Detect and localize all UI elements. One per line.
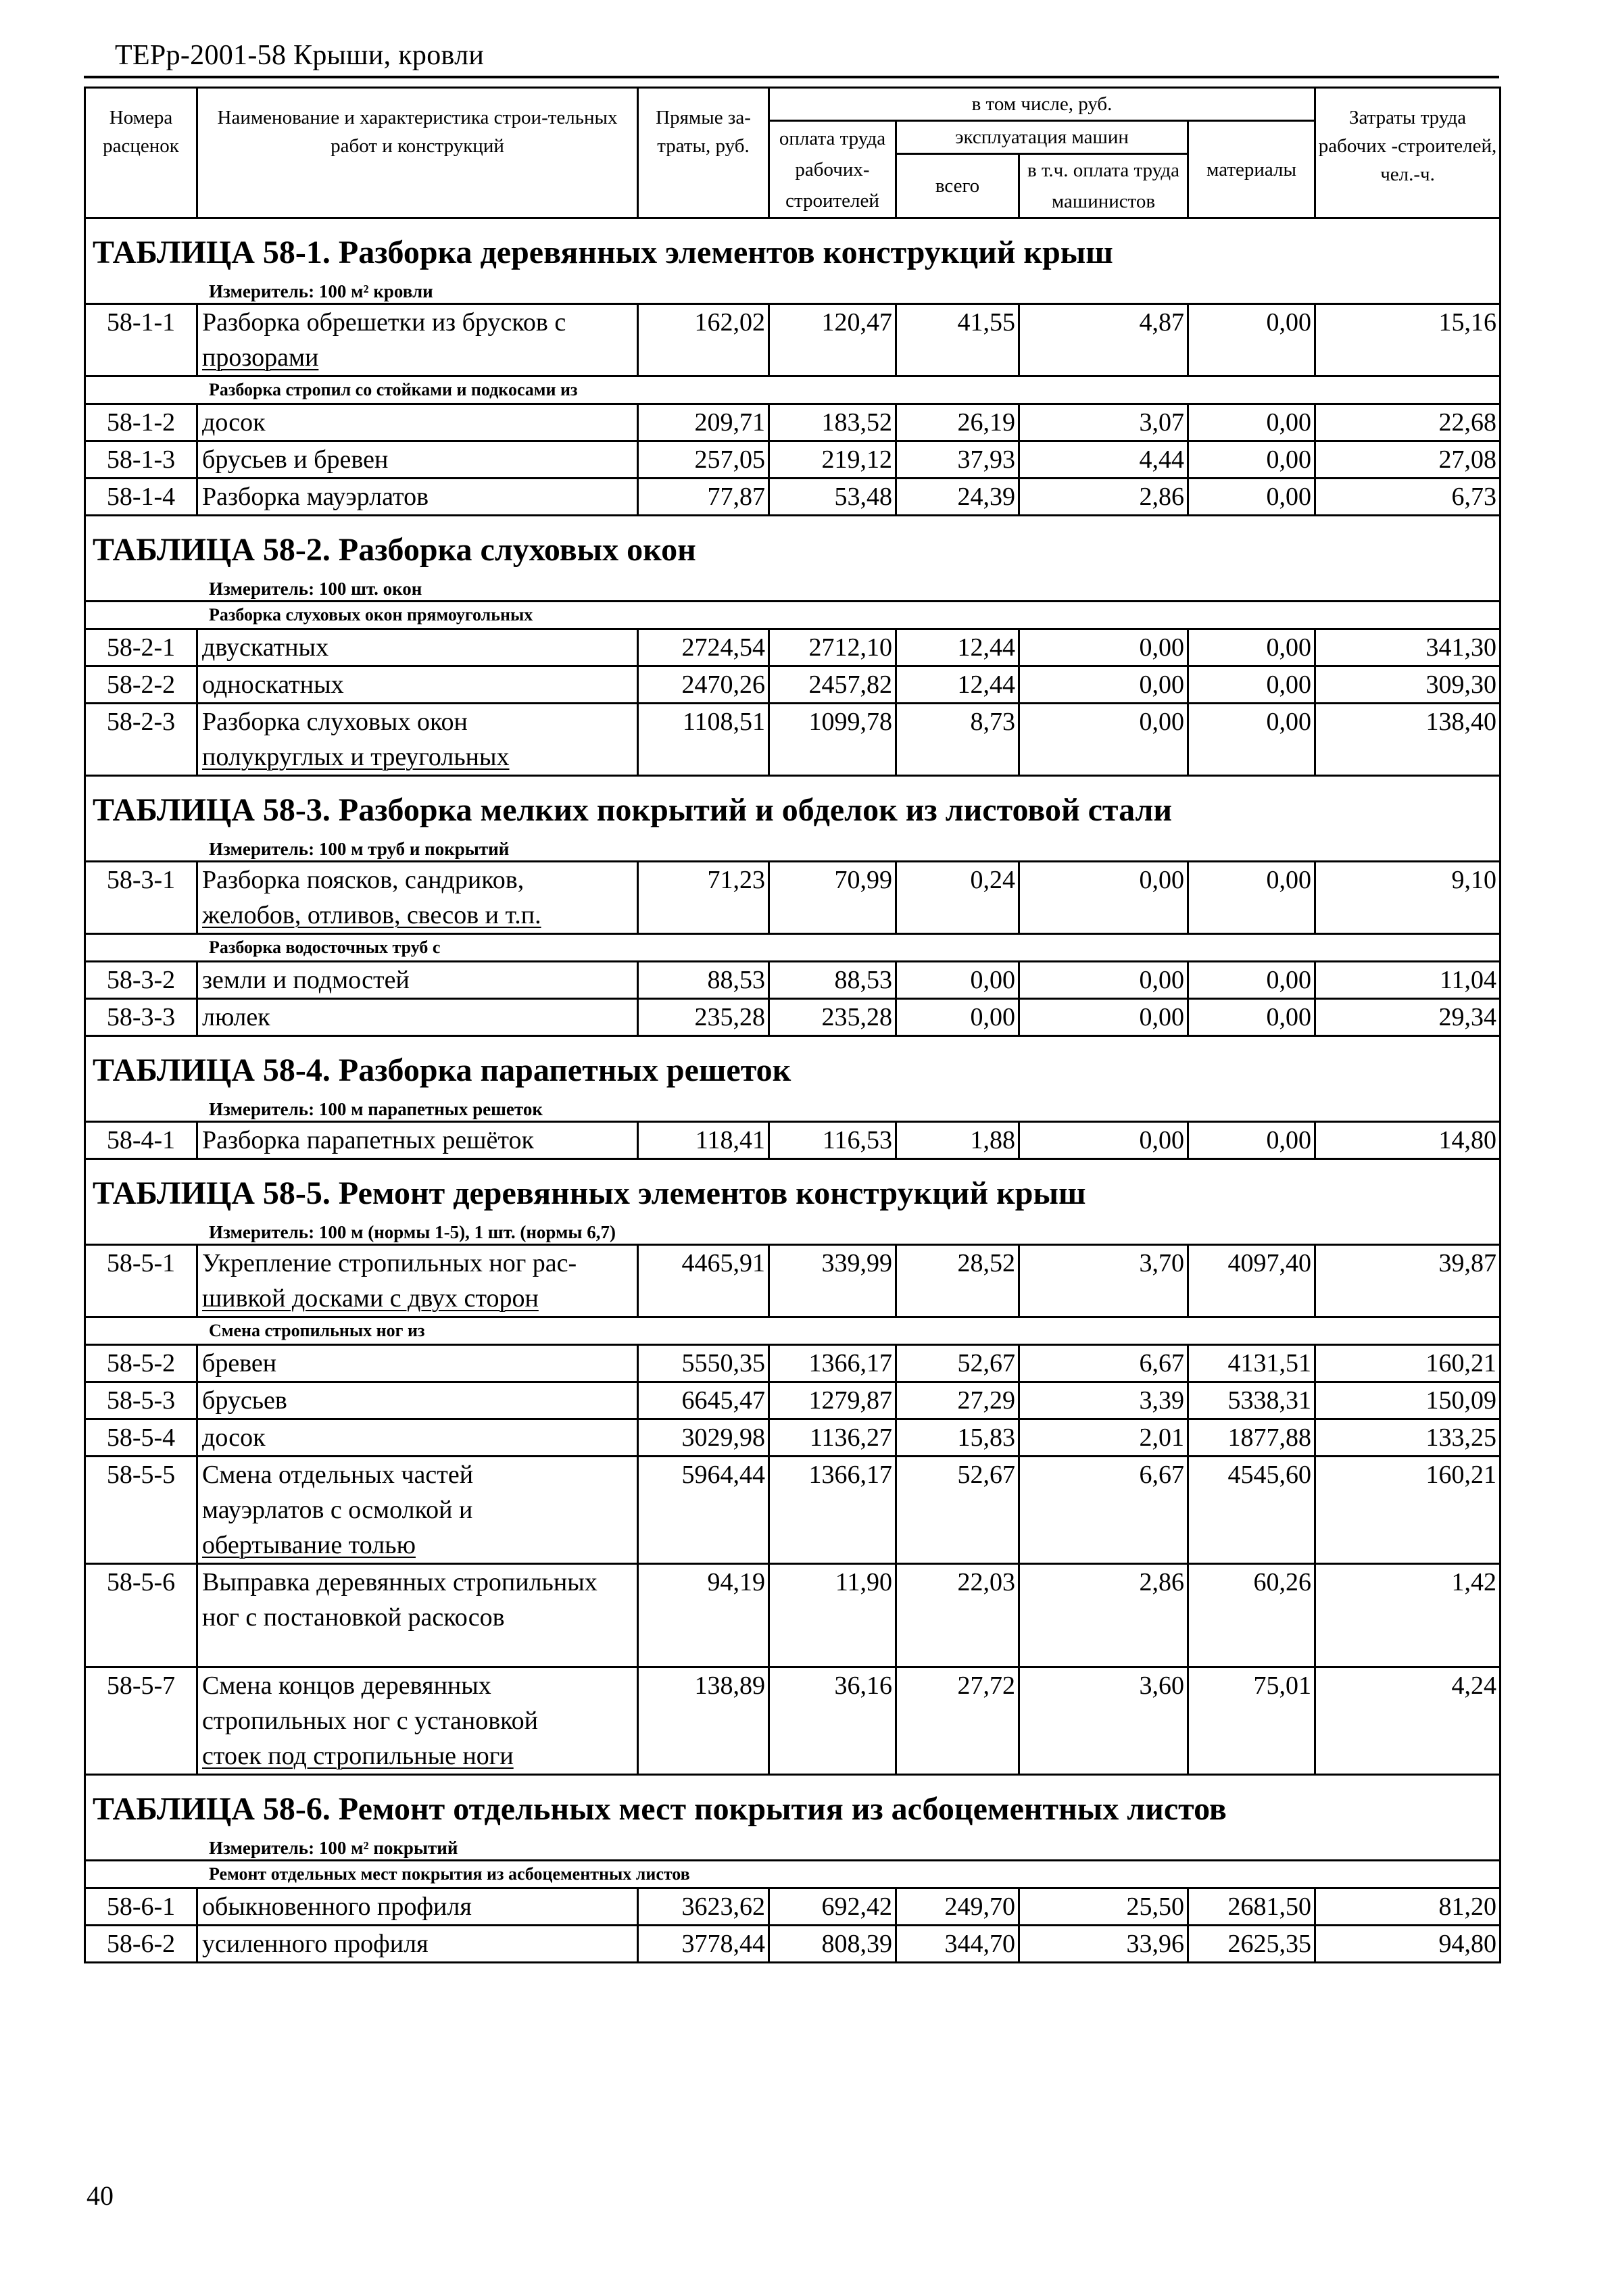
work-name-line: обертывание толью (202, 1531, 416, 1559)
direct-costs-value: 118,41 (638, 1122, 769, 1159)
machinists-pay-value: 3,39 (1019, 1382, 1188, 1419)
materials-value: 75,01 (1188, 1667, 1315, 1775)
rate-code: 58-5-7 (85, 1667, 197, 1775)
rate-code: 58-1-2 (85, 404, 197, 441)
work-name-line: обыкновенного профиля (202, 1892, 472, 1921)
work-name-line: Разборка парапетных решёток (202, 1126, 534, 1154)
section-title: ТАБЛИЦА 58-6. Ремонт отдельных мест покрытия из асбоцементных листов (85, 1775, 1501, 1830)
machinists-pay-value: 0,00 (1019, 666, 1188, 704)
direct-costs-value: 6645,47 (638, 1382, 769, 1419)
work-name-line: брусьев (202, 1386, 287, 1415)
table-row (85, 1419, 1501, 1457)
work-name-line: бревен (202, 1349, 277, 1377)
direct-costs-value: 2724,54 (638, 629, 769, 666)
subgroup-label: Смена стропильных ног из (85, 1317, 1501, 1345)
machines-total-value: 28,52 (896, 1245, 1019, 1317)
work-name-line: досок (202, 408, 266, 437)
work-name (197, 629, 638, 666)
direct-costs-value: 138,89 (638, 1667, 769, 1775)
labor-costs-value: 341,30 (1315, 629, 1501, 666)
direct-costs-value: 88,53 (638, 962, 769, 999)
direct-costs-value: 5550,35 (638, 1345, 769, 1382)
rate-code: 58-5-5 (85, 1457, 197, 1564)
direct-costs-value: 1108,51 (638, 704, 769, 776)
machines-total-value: 8,73 (896, 704, 1019, 776)
labor-costs-value: 309,30 (1315, 666, 1501, 704)
machines-total-value: 12,44 (896, 666, 1019, 704)
work-name (197, 666, 638, 704)
direct-costs-value: 235,28 (638, 999, 769, 1036)
machines-total-value: 52,67 (896, 1345, 1019, 1382)
work-name (197, 862, 638, 934)
table-row (85, 1888, 1501, 1926)
machinists-pay-value: 6,67 (1019, 1457, 1188, 1564)
work-name-line: досок (202, 1423, 266, 1452)
subgroup-label: Ремонт отдельных мест покрытия из асбоцементных листов (85, 1861, 1501, 1888)
labor-pay-value: 808,39 (769, 1926, 896, 1963)
header-labor-pay: оплата труда рабочих-строителей (769, 121, 896, 218)
header-machines-total: всего (896, 154, 1019, 218)
work-name (197, 404, 638, 441)
work-name-line: земли и подмостей (202, 966, 410, 994)
machines-total-value: 0,24 (896, 862, 1019, 934)
section-title-row (85, 1036, 1501, 1092)
measure-unit: Измеритель: 100 м (нормы 1-5), 1 шт. (нормы 6,7) (209, 1222, 616, 1242)
direct-costs-value: 257,05 (638, 441, 769, 479)
header-incl: в том числе, руб. (769, 88, 1315, 121)
section-title: ТАБЛИЦА 58-1. Разборка деревянных элементов конструкций крыш (85, 218, 1501, 274)
labor-pay-value: 70,99 (769, 862, 896, 934)
labor-pay-value: 2712,10 (769, 629, 896, 666)
table-row (85, 1245, 1501, 1317)
measure-unit-cell (85, 1091, 1501, 1122)
subgroup-label: Разборка стропил со стойками и подкосами из (85, 376, 1501, 404)
labor-pay-value: 1279,87 (769, 1382, 896, 1419)
running-head: ТЕРр-2001-58 Крыши, кровли (115, 40, 485, 71)
work-name-line: двускатных (202, 633, 329, 662)
work-name-line: стоек под стропильные ноги (202, 1742, 514, 1770)
table-row (85, 404, 1501, 441)
work-name-line: усиленного профиля (202, 1930, 429, 1958)
table-row (85, 1345, 1501, 1382)
table-body (85, 218, 1501, 1963)
labor-pay-value: 36,16 (769, 1667, 896, 1775)
direct-costs-value: 2470,26 (638, 666, 769, 704)
materials-value: 0,00 (1188, 962, 1315, 999)
machines-total-value: 15,83 (896, 1419, 1019, 1457)
machinists-pay-value: 0,00 (1019, 704, 1188, 776)
rate-code: 58-5-4 (85, 1419, 197, 1457)
table-row (85, 666, 1501, 704)
subgroup-row (85, 602, 1501, 629)
work-name-line: стропильных ног с установкой (202, 1707, 539, 1735)
rate-code: 58-2-1 (85, 629, 197, 666)
machines-total-value: 1,88 (896, 1122, 1019, 1159)
machines-total-value: 27,72 (896, 1667, 1019, 1775)
rate-code: 58-1-1 (85, 304, 197, 376)
materials-value: 2681,50 (1188, 1888, 1315, 1926)
machinists-pay-value: 0,00 (1019, 962, 1188, 999)
unit-row (85, 570, 1501, 602)
rate-code: 58-5-6 (85, 1564, 197, 1667)
work-name (197, 704, 638, 776)
table-row (85, 1457, 1501, 1564)
work-name (197, 1564, 638, 1667)
work-name-line: Укрепление стропильных ног рас- (202, 1249, 577, 1277)
header-machines: эксплуатация машин (896, 121, 1188, 154)
materials-value: 5338,31 (1188, 1382, 1315, 1419)
table-row (85, 999, 1501, 1036)
machinists-pay-value: 0,00 (1019, 1122, 1188, 1159)
direct-costs-value: 5964,44 (638, 1457, 769, 1564)
machinists-pay-value: 2,86 (1019, 479, 1188, 516)
rate-code: 58-3-2 (85, 962, 197, 999)
table-row (85, 1926, 1501, 1963)
labor-costs-value: 81,20 (1315, 1888, 1501, 1926)
rate-code: 58-5-1 (85, 1245, 197, 1317)
table-row (85, 1382, 1501, 1419)
table-row (85, 704, 1501, 776)
work-name (197, 999, 638, 1036)
materials-value: 1877,88 (1188, 1419, 1315, 1457)
machines-total-value: 0,00 (896, 999, 1019, 1036)
materials-value: 4131,51 (1188, 1345, 1315, 1382)
machines-total-value: 344,70 (896, 1926, 1019, 1963)
header-direct-costs: Прямые за-траты, руб. (638, 88, 769, 218)
page-number: 40 (87, 2180, 114, 2211)
unit-row (85, 1214, 1501, 1245)
header-labor-costs: Затраты труда рабочих -строителей, чел.-ч. (1315, 88, 1501, 218)
materials-value: 0,00 (1188, 441, 1315, 479)
work-name-line: Разборка обрешетки из брусков с (202, 308, 566, 337)
work-name-line: Смена отдельных частей (202, 1461, 474, 1489)
work-name (197, 1382, 638, 1419)
work-name (197, 1926, 638, 1963)
work-name-line: полукруглых и треугольных (202, 743, 510, 771)
labor-pay-value: 1366,17 (769, 1457, 896, 1564)
work-name (197, 1419, 638, 1457)
measure-unit: Измеритель: 100 м² покрытий (209, 1838, 458, 1858)
table-row (85, 304, 1501, 376)
machinists-pay-value: 2,86 (1019, 1564, 1188, 1667)
measure-unit: Измеритель: 100 м² кровли (209, 281, 433, 301)
section-title: ТАБЛИЦА 58-3. Разборка мелких покрытий и обделок из листовой стали (85, 776, 1501, 831)
work-name-line: односкатных (202, 670, 344, 699)
subgroup-label: Разборка водосточных труб с (85, 934, 1501, 962)
direct-costs-value: 71,23 (638, 862, 769, 934)
rate-code: 58-3-3 (85, 999, 197, 1036)
section-title-row (85, 218, 1501, 274)
subgroup-label: Разборка слуховых окон прямоугольных (85, 602, 1501, 629)
work-name (197, 1667, 638, 1775)
labor-costs-value: 94,80 (1315, 1926, 1501, 1963)
rate-code: 58-4-1 (85, 1122, 197, 1159)
labor-pay-value: 219,12 (769, 441, 896, 479)
measure-unit: Измеритель: 100 м труб и покрытий (209, 839, 510, 859)
rate-code: 58-5-3 (85, 1382, 197, 1419)
work-name (197, 962, 638, 999)
section-title: ТАБЛИЦА 58-4. Разборка парапетных решеток (85, 1036, 1501, 1092)
labor-pay-value: 183,52 (769, 404, 896, 441)
work-name-line: шивкой досками с двух сторон (202, 1284, 539, 1313)
labor-costs-value: 133,25 (1315, 1419, 1501, 1457)
work-name (197, 304, 638, 376)
labor-pay-value: 692,42 (769, 1888, 896, 1926)
rate-code: 58-6-2 (85, 1926, 197, 1963)
machinists-pay-value: 6,67 (1019, 1345, 1188, 1382)
rate-code: 58-1-4 (85, 479, 197, 516)
rate-code: 58-2-2 (85, 666, 197, 704)
unit-row (85, 831, 1501, 862)
machinists-pay-value: 2,01 (1019, 1419, 1188, 1457)
labor-costs-value: 11,04 (1315, 962, 1501, 999)
work-name (197, 1457, 638, 1564)
labor-costs-value: 4,24 (1315, 1667, 1501, 1775)
materials-value: 60,26 (1188, 1564, 1315, 1667)
labor-costs-value: 138,40 (1315, 704, 1501, 776)
machines-total-value: 27,29 (896, 1382, 1019, 1419)
materials-value: 4545,60 (1188, 1457, 1315, 1564)
labor-costs-value: 1,42 (1315, 1564, 1501, 1667)
machines-total-value: 41,55 (896, 304, 1019, 376)
measure-unit: Измеритель: 100 шт. окон (209, 579, 422, 599)
work-name-line: ног с постановкой раскосов (202, 1603, 505, 1632)
header-machinists-pay: в т.ч. оплата труда машинистов (1019, 154, 1188, 218)
measure-unit: Измеритель: 100 м парапетных решеток (209, 1099, 543, 1119)
work-name (197, 1345, 638, 1382)
work-name-line: прозорами (202, 343, 319, 372)
materials-value: 0,00 (1188, 404, 1315, 441)
machinists-pay-value: 0,00 (1019, 629, 1188, 666)
table-row (85, 629, 1501, 666)
direct-costs-value: 4465,91 (638, 1245, 769, 1317)
labor-pay-value: 2457,82 (769, 666, 896, 704)
machinists-pay-value: 25,50 (1019, 1888, 1188, 1926)
labor-costs-value: 22,68 (1315, 404, 1501, 441)
direct-costs-value: 3623,62 (638, 1888, 769, 1926)
materials-value: 0,00 (1188, 479, 1315, 516)
table-row (85, 1564, 1501, 1667)
labor-pay-value: 88,53 (769, 962, 896, 999)
measure-unit-cell (85, 273, 1501, 304)
labor-costs-value: 14,80 (1315, 1122, 1501, 1159)
rate-code: 58-2-3 (85, 704, 197, 776)
measure-unit-cell (85, 1830, 1501, 1861)
table-row (85, 962, 1501, 999)
work-name-line: Разборка слуховых окон (202, 708, 468, 736)
labor-costs-value: 29,34 (1315, 999, 1501, 1036)
machinists-pay-value: 3,60 (1019, 1667, 1188, 1775)
machinists-pay-value: 0,00 (1019, 999, 1188, 1036)
work-name-line: Разборка поясков, сандриков, (202, 866, 525, 894)
subgroup-row (85, 376, 1501, 404)
labor-costs-value: 27,08 (1315, 441, 1501, 479)
machines-total-value: 52,67 (896, 1457, 1019, 1564)
work-name (197, 479, 638, 516)
header-materials: материалы (1188, 121, 1315, 218)
subgroup-row (85, 934, 1501, 962)
section-title: ТАБЛИЦА 58-5. Ремонт деревянных элементов конструкций крыш (85, 1159, 1501, 1215)
labor-costs-value: 6,73 (1315, 479, 1501, 516)
machinists-pay-value: 33,96 (1019, 1926, 1188, 1963)
materials-value: 0,00 (1188, 999, 1315, 1036)
machinists-pay-value: 3,07 (1019, 404, 1188, 441)
machinists-pay-value: 3,70 (1019, 1245, 1188, 1317)
labor-pay-value: 1099,78 (769, 704, 896, 776)
labor-costs-value: 15,16 (1315, 304, 1501, 376)
section-title-row (85, 516, 1501, 571)
materials-value: 0,00 (1188, 704, 1315, 776)
labor-costs-value: 160,21 (1315, 1345, 1501, 1382)
table-row (85, 1667, 1501, 1775)
labor-costs-value: 39,87 (1315, 1245, 1501, 1317)
labor-pay-value: 120,47 (769, 304, 896, 376)
work-name-line: брусьев и бревен (202, 445, 389, 474)
direct-costs-value: 209,71 (638, 404, 769, 441)
labor-costs-value: 9,10 (1315, 862, 1501, 934)
machinists-pay-value: 4,44 (1019, 441, 1188, 479)
work-name-line: Выправка деревянных стропильных (202, 1568, 597, 1596)
materials-value: 4097,40 (1188, 1245, 1315, 1317)
materials-value: 2625,35 (1188, 1926, 1315, 1963)
direct-costs-value: 77,87 (638, 479, 769, 516)
section-title: ТАБЛИЦА 58-2. Разборка слуховых окон (85, 516, 1501, 571)
table-row (85, 1122, 1501, 1159)
labor-pay-value: 1136,27 (769, 1419, 896, 1457)
labor-pay-value: 235,28 (769, 999, 896, 1036)
machinists-pay-value: 0,00 (1019, 862, 1188, 934)
measure-unit-cell (85, 570, 1501, 602)
rate-code: 58-5-2 (85, 1345, 197, 1382)
subgroup-row (85, 1861, 1501, 1888)
machines-total-value: 26,19 (896, 404, 1019, 441)
rate-code: 58-6-1 (85, 1888, 197, 1926)
materials-value: 0,00 (1188, 304, 1315, 376)
measure-unit-cell (85, 831, 1501, 862)
direct-costs-value: 3029,98 (638, 1419, 769, 1457)
direct-costs-value: 3778,44 (638, 1926, 769, 1963)
unit-row (85, 1830, 1501, 1861)
machines-total-value: 0,00 (896, 962, 1019, 999)
rate-code: 58-1-3 (85, 441, 197, 479)
materials-value: 0,00 (1188, 629, 1315, 666)
materials-value: 0,00 (1188, 862, 1315, 934)
machines-total-value: 12,44 (896, 629, 1019, 666)
work-name (197, 1245, 638, 1317)
direct-costs-value: 94,19 (638, 1564, 769, 1667)
section-title-row (85, 776, 1501, 831)
header-rule (84, 76, 1499, 78)
work-name-line: Разборка мауэрлатов (202, 483, 429, 511)
section-title-row (85, 1159, 1501, 1215)
measure-unit-cell (85, 1214, 1501, 1245)
labor-costs-value: 150,09 (1315, 1382, 1501, 1419)
norms-table (84, 87, 1501, 1963)
work-name (197, 1888, 638, 1926)
work-name (197, 441, 638, 479)
section-title-row (85, 1775, 1501, 1830)
materials-value: 0,00 (1188, 666, 1315, 704)
labor-pay-value: 116,53 (769, 1122, 896, 1159)
work-name (197, 1122, 638, 1159)
table-row (85, 479, 1501, 516)
labor-costs-value: 160,21 (1315, 1457, 1501, 1564)
machines-total-value: 22,03 (896, 1564, 1019, 1667)
direct-costs-value: 162,02 (638, 304, 769, 376)
unit-row (85, 1091, 1501, 1122)
table-header (85, 88, 1501, 218)
subgroup-row (85, 1317, 1501, 1345)
work-name-line: Смена концов деревянных (202, 1671, 491, 1700)
labor-pay-value: 339,99 (769, 1245, 896, 1317)
work-name-line: мауэрлатов с осмолкой и (202, 1496, 473, 1524)
work-name-line: желобов, отливов, свесов и т.п. (202, 901, 541, 929)
table-row (85, 862, 1501, 934)
header-name: Наименование и характеристика строи-тельных работ и конструкций (197, 88, 638, 218)
machines-total-value: 37,93 (896, 441, 1019, 479)
machines-total-value: 249,70 (896, 1888, 1019, 1926)
machinists-pay-value: 4,87 (1019, 304, 1188, 376)
labor-pay-value: 53,48 (769, 479, 896, 516)
unit-row (85, 273, 1501, 304)
header-code: Номера расценок (85, 88, 197, 218)
machines-total-value: 24,39 (896, 479, 1019, 516)
labor-pay-value: 11,90 (769, 1564, 896, 1667)
rate-code: 58-3-1 (85, 862, 197, 934)
work-name-line: люлек (202, 1003, 270, 1031)
table-row (85, 441, 1501, 479)
materials-value: 0,00 (1188, 1122, 1315, 1159)
labor-pay-value: 1366,17 (769, 1345, 896, 1382)
